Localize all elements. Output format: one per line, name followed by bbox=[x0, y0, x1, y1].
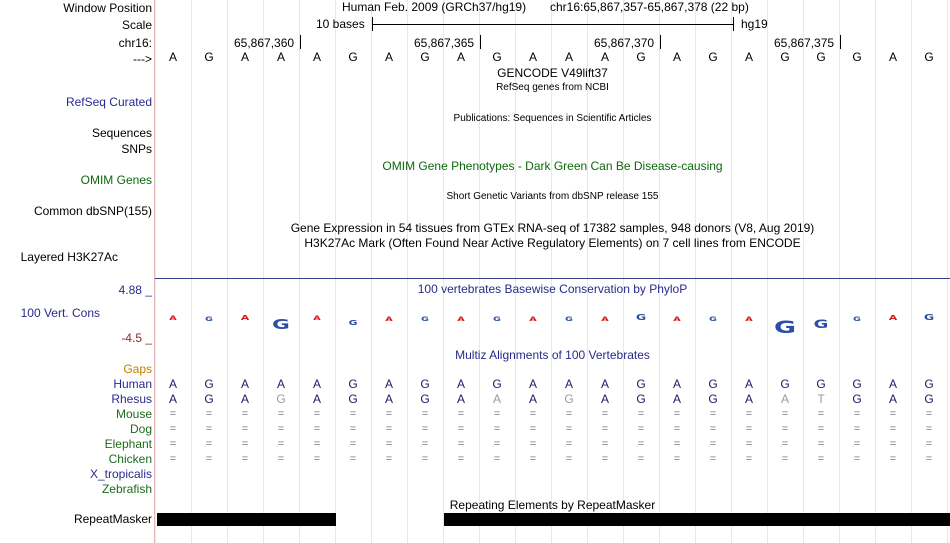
alignment-base: A bbox=[492, 392, 501, 406]
alignment-base: A bbox=[384, 377, 393, 391]
alignment-base: = bbox=[781, 453, 789, 465]
sequence-base: G bbox=[852, 50, 862, 64]
species-label[interactable]: Zebrafish bbox=[101, 482, 152, 496]
cons-track-divider bbox=[155, 278, 950, 279]
alignment-base: = bbox=[817, 423, 825, 435]
alignment-base: A bbox=[888, 392, 897, 406]
phylop-logo-mark: G bbox=[635, 313, 647, 323]
alignment-base: = bbox=[565, 408, 573, 420]
phylop-logo-mark: G bbox=[709, 316, 717, 323]
alignment-base: = bbox=[853, 408, 861, 420]
alignment-base: = bbox=[709, 438, 717, 450]
phylop-logo-mark: G bbox=[421, 316, 429, 323]
alignment-base: = bbox=[745, 423, 753, 435]
multiz-track-title: Multiz Alignments of 100 Vertebrates bbox=[455, 348, 650, 362]
scale-label[interactable]: Scale bbox=[121, 18, 152, 32]
alignment-base: = bbox=[313, 408, 321, 420]
phylop-logo-mark: G bbox=[813, 318, 829, 331]
alignment-base: = bbox=[781, 438, 789, 450]
alignment-base: = bbox=[241, 453, 249, 465]
ruler-tick-label: 65,867,365 bbox=[414, 36, 475, 50]
omim-genes-label[interactable]: OMIM Genes bbox=[80, 173, 152, 187]
alignment-base: = bbox=[457, 423, 465, 435]
alignment-base: = bbox=[673, 453, 681, 465]
alignment-base: = bbox=[853, 423, 861, 435]
window-position-label[interactable]: Window Position bbox=[63, 1, 152, 15]
alignment-base: A bbox=[744, 392, 753, 406]
alignment-base: = bbox=[745, 453, 753, 465]
alignment-base: = bbox=[421, 438, 429, 450]
alignment-base: = bbox=[817, 438, 825, 450]
alignment-base: = bbox=[385, 423, 393, 435]
sequence-base: A bbox=[528, 50, 537, 64]
alignment-base: = bbox=[385, 408, 393, 420]
alignment-base: = bbox=[169, 408, 177, 420]
alignment-base: = bbox=[385, 438, 393, 450]
alignment-base: = bbox=[457, 408, 465, 420]
alignment-base: = bbox=[493, 453, 501, 465]
alignment-base: = bbox=[673, 423, 681, 435]
sequence-base: A bbox=[168, 50, 177, 64]
alignment-base: A bbox=[456, 392, 465, 406]
alignment-base: A bbox=[744, 377, 753, 391]
sequence-base: G bbox=[816, 50, 826, 64]
alignment-base: G bbox=[852, 392, 862, 406]
alignment-base: = bbox=[781, 408, 789, 420]
alignment-base: T bbox=[817, 392, 825, 406]
alignment-base: = bbox=[349, 408, 357, 420]
alignment-base: = bbox=[421, 453, 429, 465]
alignment-base: = bbox=[349, 438, 357, 450]
alignment-base: = bbox=[925, 423, 933, 435]
alignment-base: = bbox=[925, 438, 933, 450]
snps-label[interactable]: SNPs bbox=[121, 142, 152, 156]
alignment-base: G bbox=[348, 377, 358, 391]
phylop-logo-mark: G bbox=[773, 317, 797, 337]
species-label[interactable]: Chicken bbox=[108, 452, 152, 466]
scale-bar-text: 10 bases bbox=[316, 17, 365, 31]
layered-h3k27ac-label[interactable]: Layered H3K27Ac bbox=[20, 250, 118, 264]
phylop-logo-mark: G bbox=[493, 316, 501, 323]
alignment-base: G bbox=[636, 392, 646, 406]
phylop-logo-mark: A bbox=[385, 316, 393, 323]
sequence-base: G bbox=[708, 50, 718, 64]
alignment-base: = bbox=[889, 438, 897, 450]
alignment-base: G bbox=[564, 392, 574, 406]
scale-db-label: hg19 bbox=[741, 17, 768, 31]
alignment-base: G bbox=[816, 377, 826, 391]
phylop-logo-mark: A bbox=[169, 315, 177, 322]
repeat-element-bar[interactable] bbox=[444, 513, 950, 526]
alignment-base: = bbox=[565, 423, 573, 435]
alignment-base: = bbox=[421, 423, 429, 435]
species-label[interactable]: X_tropicalis bbox=[89, 467, 152, 481]
phylop-logo-mark: G bbox=[205, 316, 213, 323]
sequence-base: A bbox=[888, 50, 897, 64]
alignment-base: = bbox=[205, 453, 213, 465]
alignment-base: = bbox=[673, 408, 681, 420]
alignment-base: G bbox=[204, 392, 214, 406]
alignment-base: = bbox=[529, 453, 537, 465]
sequence-base: G bbox=[348, 50, 358, 64]
gaps-label[interactable]: Gaps bbox=[123, 362, 152, 376]
track-labels-column bbox=[0, 0, 154, 543]
alignment-base: A bbox=[456, 377, 465, 391]
alignment-base: = bbox=[529, 438, 537, 450]
alignment-base: = bbox=[601, 453, 609, 465]
alignment-base: G bbox=[852, 377, 862, 391]
cons-max-label: 4.88 _ bbox=[118, 283, 152, 297]
alignment-base: = bbox=[925, 453, 933, 465]
alignment-base: A bbox=[312, 377, 321, 391]
common-dbsnp-label[interactable]: Common dbSNP(155) bbox=[33, 204, 152, 218]
alignment-base: = bbox=[709, 408, 717, 420]
alignment-base: = bbox=[889, 423, 897, 435]
alignment-base: = bbox=[529, 408, 537, 420]
alignment-base: A bbox=[384, 392, 393, 406]
phylop-logo-mark: A bbox=[529, 316, 537, 323]
alignment-base: = bbox=[709, 453, 717, 465]
alignment-base: A bbox=[312, 392, 321, 406]
alignment-base: = bbox=[637, 453, 645, 465]
sequence-base: G bbox=[204, 50, 214, 64]
alignment-base: G bbox=[276, 392, 286, 406]
repeatmasker-track-title: Repeating Elements by RepeatMasker bbox=[449, 498, 656, 512]
phylop-logo-mark: G bbox=[565, 316, 573, 323]
publications-track-title: Publications: Sequences in Scientific Articles bbox=[453, 113, 652, 124]
sequence-base: A bbox=[564, 50, 573, 64]
alignment-base: G bbox=[420, 392, 430, 406]
species-label[interactable]: Human bbox=[113, 377, 152, 391]
alignment-base: = bbox=[637, 408, 645, 420]
alignment-base: A bbox=[672, 377, 681, 391]
alignment-base: A bbox=[240, 377, 249, 391]
alignment-base: G bbox=[204, 377, 214, 391]
alignment-base: G bbox=[492, 377, 502, 391]
cons-min-label: -4.5 _ bbox=[121, 331, 152, 345]
alignment-base: A bbox=[600, 377, 609, 391]
alignment-base: = bbox=[205, 438, 213, 450]
alignment-base: = bbox=[313, 423, 321, 435]
alignment-base: = bbox=[637, 438, 645, 450]
sequence-base: A bbox=[672, 50, 681, 64]
alignment-base: = bbox=[601, 438, 609, 450]
alignment-base: G bbox=[348, 392, 358, 406]
alignment-base: = bbox=[421, 408, 429, 420]
alignment-base: = bbox=[601, 408, 609, 420]
alignment-base: A bbox=[600, 392, 609, 406]
sequence-base: G bbox=[492, 50, 502, 64]
vert-cons-label[interactable]: 100 Vert. Cons bbox=[20, 306, 100, 320]
ruler-tick-label: 65,867,375 bbox=[774, 36, 835, 50]
alignment-base: G bbox=[708, 377, 718, 391]
alignment-base: = bbox=[241, 438, 249, 450]
phylop-track-title: 100 vertebrates Basewise Conservation by PhyloP bbox=[417, 282, 688, 296]
alignment-base: = bbox=[745, 408, 753, 420]
alignment-base: = bbox=[853, 453, 861, 465]
phylop-logo-mark: G bbox=[923, 313, 935, 323]
alignment-base: = bbox=[241, 423, 249, 435]
alignment-base: G bbox=[636, 377, 646, 391]
alignment-base: A bbox=[528, 392, 537, 406]
alignment-base: = bbox=[349, 423, 357, 435]
alignment-base: G bbox=[780, 377, 790, 391]
alignment-base: = bbox=[493, 438, 501, 450]
sequence-base: G bbox=[420, 50, 430, 64]
alignment-base: = bbox=[277, 408, 285, 420]
sequence-base: A bbox=[600, 50, 609, 64]
alignment-base: A bbox=[888, 377, 897, 391]
alignment-base: = bbox=[745, 438, 753, 450]
phylop-logo-mark: A bbox=[240, 314, 250, 323]
alignment-base: = bbox=[889, 408, 897, 420]
alignment-base: A bbox=[780, 392, 789, 406]
alignment-base: = bbox=[529, 423, 537, 435]
alignment-base: = bbox=[565, 438, 573, 450]
alignment-base: = bbox=[457, 453, 465, 465]
alignment-base: = bbox=[457, 438, 465, 450]
alignment-base: = bbox=[853, 438, 861, 450]
gtex-track-title: Gene Expression in 54 tissues from GTEx RNA-seq of 17382 samples, 948 donors (V8, Aug 2019) bbox=[290, 221, 815, 235]
alignment-base: = bbox=[169, 438, 177, 450]
sequence-base: A bbox=[312, 50, 321, 64]
species-label[interactable]: Dog bbox=[129, 422, 152, 436]
phylop-logo-mark: A bbox=[457, 316, 465, 323]
sequence-base: A bbox=[744, 50, 753, 64]
alignment-base: = bbox=[349, 453, 357, 465]
gencode-track-title: GENCODE V49lift37 bbox=[497, 66, 608, 80]
species-label[interactable]: Rhesus bbox=[111, 392, 152, 406]
refseq-track-title: RefSeq genes from NCBI bbox=[496, 82, 609, 93]
alignment-base: G bbox=[420, 377, 430, 391]
alignment-base: A bbox=[240, 392, 249, 406]
alignment-base: A bbox=[564, 377, 573, 391]
sequence-base: G bbox=[780, 50, 790, 64]
alignment-base: = bbox=[169, 453, 177, 465]
sequence-base: A bbox=[456, 50, 465, 64]
alignment-base: = bbox=[781, 423, 789, 435]
alignment-base: G bbox=[924, 377, 934, 391]
alignment-base: = bbox=[709, 423, 717, 435]
alignment-base: = bbox=[313, 438, 321, 450]
alignment-base: = bbox=[313, 453, 321, 465]
dbsnp-track-title: Short Genetic Variants from dbSNP release 155 bbox=[446, 191, 659, 202]
repeat-element-bar[interactable] bbox=[157, 513, 336, 526]
alignment-base: A bbox=[276, 377, 285, 391]
alignment-base: = bbox=[385, 453, 393, 465]
sequences-label[interactable]: Sequences bbox=[91, 126, 152, 140]
chromosome-label[interactable]: chr16: bbox=[118, 36, 152, 50]
alignment-base: = bbox=[673, 438, 681, 450]
h3k27ac-track-title: H3K27Ac Mark (Often Found Near Active Regulatory Elements) on 7 cell lines from ENCODE bbox=[304, 236, 801, 250]
alignment-base: = bbox=[277, 438, 285, 450]
alignment-base: = bbox=[565, 453, 573, 465]
phylop-logo-mark: A bbox=[673, 316, 681, 323]
sequence-base: A bbox=[276, 50, 285, 64]
alignment-base: G bbox=[708, 392, 718, 406]
alignment-base: = bbox=[601, 423, 609, 435]
omim-track-title: OMIM Gene Phenotypes - Dark Green Can Be Disease-causing bbox=[382, 159, 723, 173]
alignment-base: = bbox=[817, 453, 825, 465]
alignment-base: = bbox=[889, 453, 897, 465]
sequence-base: G bbox=[636, 50, 646, 64]
alignment-base: = bbox=[637, 423, 645, 435]
phylop-logo-mark: G bbox=[272, 318, 290, 333]
sequence-base: A bbox=[240, 50, 249, 64]
alignment-base: = bbox=[493, 408, 501, 420]
species-label[interactable]: Elephant bbox=[104, 437, 152, 451]
strand-arrow-label[interactable]: ---> bbox=[133, 52, 152, 66]
alignment-base: = bbox=[169, 423, 177, 435]
alignment-base: = bbox=[241, 408, 249, 420]
alignment-base: = bbox=[205, 408, 213, 420]
alignment-base: = bbox=[277, 423, 285, 435]
assembly-title: Human Feb. 2009 (GRCh37/hg19) bbox=[342, 0, 527, 14]
alignment-base: = bbox=[817, 408, 825, 420]
ruler-tick-label: 65,867,370 bbox=[594, 36, 655, 50]
phylop-logo-mark: A bbox=[601, 315, 609, 323]
alignment-base: A bbox=[168, 392, 177, 406]
alignment-base: A bbox=[672, 392, 681, 406]
phylop-logo-mark: G bbox=[853, 316, 861, 323]
phylop-logo-mark: A bbox=[745, 316, 753, 323]
alignment-base: = bbox=[277, 453, 285, 465]
phylop-logo-mark: A bbox=[313, 315, 321, 322]
alignment-base: = bbox=[205, 423, 213, 435]
sequence-base: G bbox=[924, 50, 934, 64]
repeatmasker-label[interactable]: RepeatMasker bbox=[73, 512, 152, 526]
ruler-tick-label: 65,867,360 bbox=[234, 36, 295, 50]
species-label[interactable]: Mouse bbox=[115, 407, 152, 421]
alignment-base: = bbox=[493, 423, 501, 435]
phylop-logo-mark: G bbox=[348, 319, 358, 327]
alignment-base: A bbox=[528, 377, 537, 391]
position-readout: chr16:65,867,357-65,867,378 (22 bp) bbox=[550, 0, 749, 14]
alignment-base: = bbox=[925, 408, 933, 420]
phylop-logo-mark: A bbox=[888, 314, 898, 323]
refseq-curated-label[interactable]: RefSeq Curated bbox=[65, 95, 152, 109]
alignment-base: A bbox=[168, 377, 177, 391]
sequence-base: A bbox=[384, 50, 393, 64]
alignment-base: G bbox=[924, 392, 934, 406]
